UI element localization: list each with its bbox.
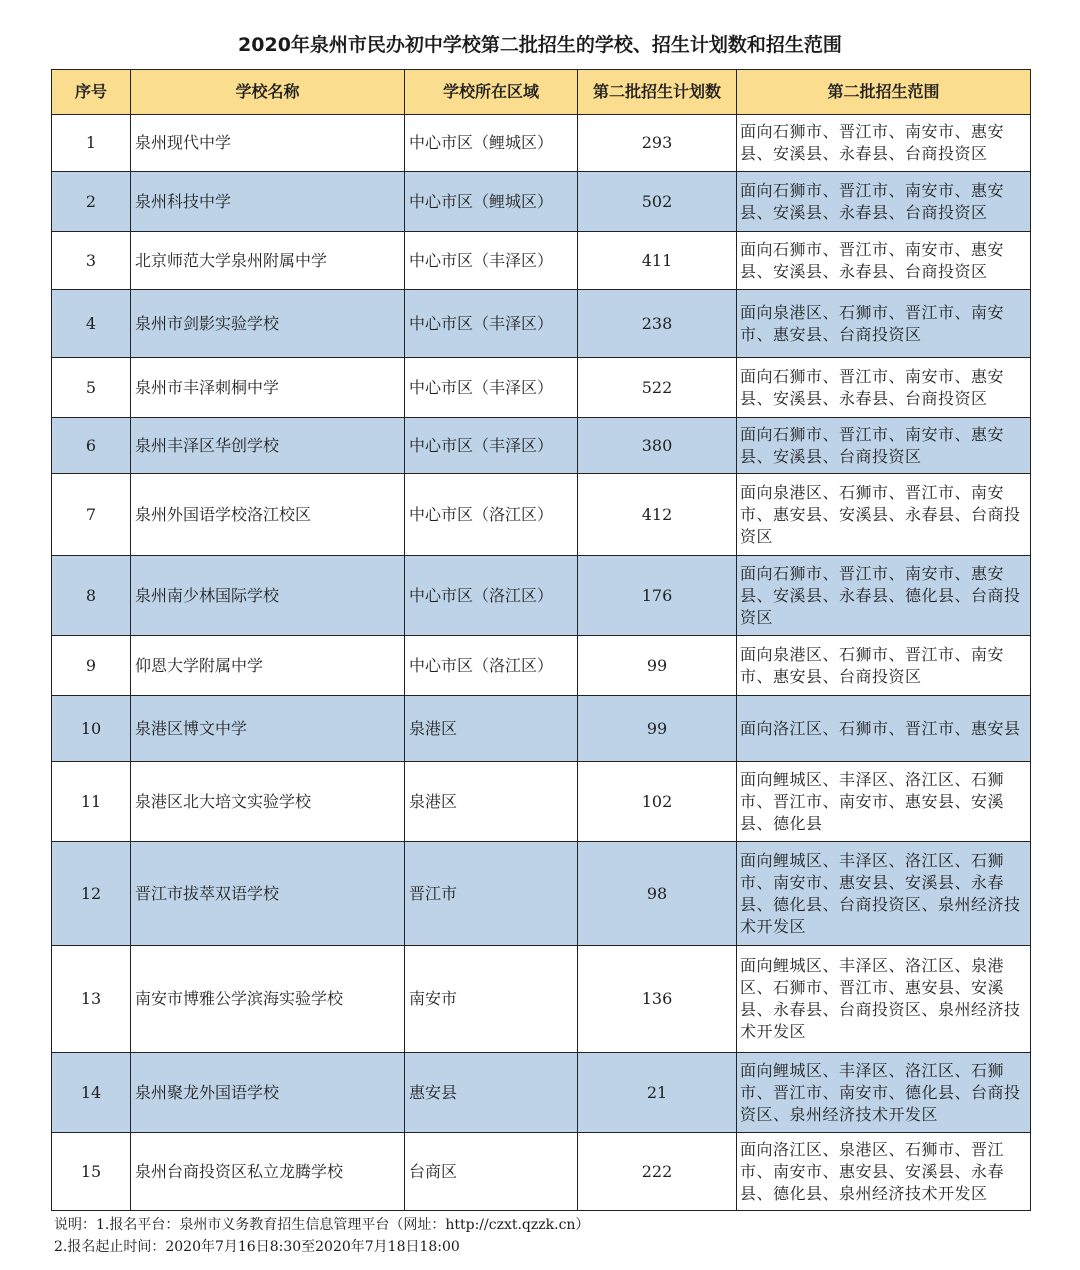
cell-plan: 99 (578, 696, 737, 762)
cell-school-name: 泉州科技中学 (131, 172, 405, 232)
cell-range: 面向鲤城区、丰泽区、洛江区、泉港区、石狮市、晋江市、惠安县、安溪县、永春县、台商投资区、泉州经济技术开发区 (737, 946, 1031, 1053)
cell-range: 面向石狮市、晋江市、南安市、惠安县、安溪县、永春县、台商投资区 (737, 232, 1031, 290)
cell-school-name: 泉港区博文中学 (131, 696, 405, 762)
cell-range: 面向石狮市、晋江市、南安市、惠安县、安溪县、永春县、德化县、台商投资区 (737, 556, 1031, 636)
cell-index: 15 (52, 1133, 131, 1211)
cell-school-name: 泉州聚龙外国语学校 (131, 1053, 405, 1133)
note-registration-platform: 说明：1.报名平台：泉州市义务教育招生信息管理平台（网址：http://czxt.qzzk.cn） (54, 1217, 590, 1233)
cell-range: 面向洛江区、泉港区、石狮市、晋江市、南安市、惠安县、安溪县、永春县、德化县、泉州经济技术开发区 (737, 1133, 1031, 1211)
cell-range: 面向泉港区、石狮市、晋江市、南安市、惠安县、台商投资区 (737, 290, 1031, 358)
cell-index: 8 (52, 556, 131, 636)
table-row (52, 636, 1031, 696)
cell-index: 2 (52, 172, 131, 232)
table-row (52, 696, 1031, 762)
table-row (52, 762, 1031, 842)
table-row (52, 232, 1031, 290)
cell-index: 13 (52, 946, 131, 1053)
cell-plan: 136 (578, 946, 737, 1053)
cell-plan: 293 (578, 115, 737, 172)
cell-area: 中心市区（洛江区） (405, 474, 578, 556)
header-plan: 第二批招生计划数 (578, 70, 737, 115)
cell-school-name: 泉州外国语学校洛江校区 (131, 474, 405, 556)
cell-plan: 102 (578, 762, 737, 842)
cell-index: 4 (52, 290, 131, 358)
cell-index: 10 (52, 696, 131, 762)
cell-school-name: 泉州市丰泽刺桐中学 (131, 358, 405, 418)
cell-area: 中心市区（丰泽区） (405, 290, 578, 358)
cell-index: 9 (52, 636, 131, 696)
cell-range: 面向鲤城区、丰泽区、洛江区、石狮市、南安市、惠安县、安溪县、永春县、德化县、台商投资区、泉州经济技术开发区 (737, 842, 1031, 946)
table-row (52, 115, 1031, 172)
cell-range: 面向洛江区、石狮市、晋江市、惠安县 (737, 696, 1031, 762)
table-row (52, 1133, 1031, 1211)
table-row (52, 358, 1031, 418)
cell-area: 中心市区（鲤城区） (405, 172, 578, 232)
cell-area: 中心市区（丰泽区） (405, 358, 578, 418)
cell-index: 7 (52, 474, 131, 556)
cell-school-name: 仰恩大学附属中学 (131, 636, 405, 696)
cell-plan: 522 (578, 358, 737, 418)
notes (54, 1214, 589, 1258)
cell-area: 中心市区（丰泽区） (405, 232, 578, 290)
cell-plan: 502 (578, 172, 737, 232)
cell-area: 惠安县 (405, 1053, 578, 1133)
header-area: 学校所在区域 (405, 70, 578, 115)
cell-school-name: 泉州市剑影实验学校 (131, 290, 405, 358)
cell-school-name: 晋江市拔萃双语学校 (131, 842, 405, 946)
cell-area: 中心市区（洛江区） (405, 636, 578, 696)
table-header-row (52, 70, 1031, 115)
cell-index: 14 (52, 1053, 131, 1133)
table-row (52, 556, 1031, 636)
schools-table (51, 69, 1031, 1211)
cell-range: 面向泉港区、石狮市、晋江市、南安市、惠安县、台商投资区 (737, 636, 1031, 696)
cell-range: 面向石狮市、晋江市、南安市、惠安县、安溪县、台商投资区 (737, 418, 1031, 474)
cell-area: 台商区 (405, 1133, 578, 1211)
cell-area: 晋江市 (405, 842, 578, 946)
cell-plan: 222 (578, 1133, 737, 1211)
cell-plan: 21 (578, 1053, 737, 1133)
cell-area: 中心市区（鲤城区） (405, 115, 578, 172)
table-row (52, 418, 1031, 474)
cell-index: 1 (52, 115, 131, 172)
cell-school-name: 南安市博雅公学滨海实验学校 (131, 946, 405, 1053)
cell-area: 中心市区（洛江区） (405, 556, 578, 636)
cell-index: 3 (52, 232, 131, 290)
cell-area: 泉港区 (405, 762, 578, 842)
cell-plan: 98 (578, 842, 737, 946)
note-registration-period: 2.报名起止时间：2020年7月16日8:30至2020年7月18日18:00 (54, 1239, 460, 1255)
cell-plan: 176 (578, 556, 737, 636)
page-title: 2020年泉州市民办初中学校第二批招生的学校、招生计划数和招生范围 (238, 34, 842, 56)
cell-plan: 380 (578, 418, 737, 474)
cell-range: 面向泉港区、石狮市、晋江市、南安市、惠安县、安溪县、永春县、台商投资区 (737, 474, 1031, 556)
cell-school-name: 泉州现代中学 (131, 115, 405, 172)
cell-school-name: 泉港区北大培文实验学校 (131, 762, 405, 842)
table-row (52, 946, 1031, 1053)
cell-area: 南安市 (405, 946, 578, 1053)
cell-range: 面向鲤城区、丰泽区、洛江区、石狮市、晋江市、南安市、惠安县、安溪县、德化县 (737, 762, 1031, 842)
table-row (52, 474, 1031, 556)
cell-index: 11 (52, 762, 131, 842)
table-row (52, 1053, 1031, 1133)
cell-school-name: 泉州丰泽区华创学校 (131, 418, 405, 474)
cell-area: 中心市区（丰泽区） (405, 418, 578, 474)
header-index: 序号 (52, 70, 131, 115)
header-range: 第二批招生范围 (737, 70, 1031, 115)
header-school-name: 学校名称 (131, 70, 405, 115)
cell-range: 面向石狮市、晋江市、南安市、惠安县、安溪县、永春县、台商投资区 (737, 115, 1031, 172)
cell-school-name: 泉州南少林国际学校 (131, 556, 405, 636)
cell-index: 6 (52, 418, 131, 474)
cell-plan: 411 (578, 232, 737, 290)
cell-plan: 238 (578, 290, 737, 358)
cell-school-name: 北京师范大学泉州附属中学 (131, 232, 405, 290)
table-row (52, 172, 1031, 232)
cell-index: 5 (52, 358, 131, 418)
cell-range: 面向鲤城区、丰泽区、洛江区、石狮市、晋江市、南安市、德化县、台商投资区、泉州经济技术开发区 (737, 1053, 1031, 1133)
cell-range: 面向石狮市、晋江市、南安市、惠安县、安溪县、永春县、台商投资区 (737, 172, 1031, 232)
table-row (52, 842, 1031, 946)
cell-index: 12 (52, 842, 131, 946)
cell-school-name: 泉州台商投资区私立龙腾学校 (131, 1133, 405, 1211)
cell-plan: 412 (578, 474, 737, 556)
table-row (52, 290, 1031, 358)
cell-range: 面向石狮市、晋江市、南安市、惠安县、安溪县、永春县、台商投资区 (737, 358, 1031, 418)
cell-area: 泉港区 (405, 696, 578, 762)
cell-plan: 99 (578, 636, 737, 696)
